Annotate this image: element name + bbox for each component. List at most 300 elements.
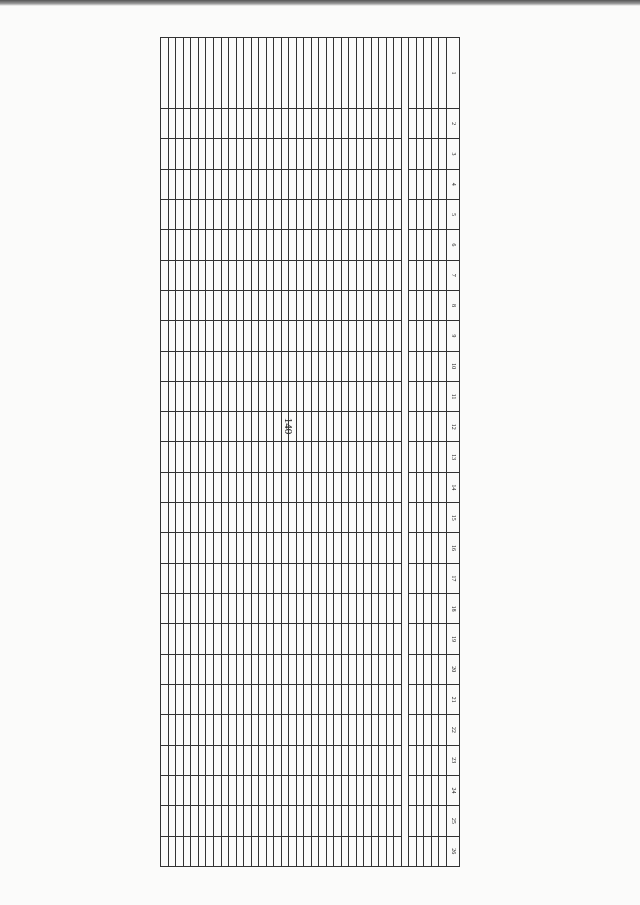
table-cell: [319, 836, 327, 867]
table-cell: [221, 199, 229, 229]
table-cell: [229, 381, 237, 411]
table-cell: [296, 381, 304, 411]
table-cell: [319, 715, 327, 745]
table-cell: [221, 230, 229, 260]
table-cell: [386, 139, 394, 169]
table-cell: [198, 351, 206, 381]
table-cell: [296, 836, 304, 867]
table-cell: [191, 654, 199, 684]
table-cell: [364, 503, 372, 533]
row-label: [236, 38, 244, 109]
row-label: [416, 38, 424, 109]
table-cell: [183, 684, 191, 714]
table-cell: [431, 442, 439, 472]
table-cell: [244, 624, 252, 654]
table-cell: [274, 169, 282, 199]
table-cell: [236, 442, 244, 472]
table-cell: [416, 351, 424, 381]
table-cell: [214, 503, 222, 533]
table-cell: [183, 230, 191, 260]
table-cell: [183, 533, 191, 563]
table-cell: [431, 684, 439, 714]
table-cell: [439, 624, 447, 654]
table-cell: [439, 775, 447, 805]
table-cell: [244, 169, 252, 199]
table-cell: [281, 321, 289, 351]
table-cell: [183, 199, 191, 229]
table-cell: [416, 381, 424, 411]
table-cell: [221, 503, 229, 533]
table-cell: [409, 169, 417, 199]
table-cell: [229, 442, 237, 472]
column-number-header: 2: [447, 109, 460, 139]
table-cell: [416, 503, 424, 533]
table-cell: [266, 715, 274, 745]
table-cell: [334, 321, 342, 351]
table-cell: [229, 745, 237, 775]
table-cell: [281, 381, 289, 411]
table-cell: [424, 836, 432, 867]
table-cell: [304, 321, 312, 351]
table-cell: [349, 139, 357, 169]
table-cell: [394, 806, 402, 836]
table-cell: [198, 654, 206, 684]
table-cell: [326, 412, 334, 442]
table-cell: [296, 442, 304, 472]
table-cell: [379, 503, 387, 533]
column-number-header: 18: [447, 594, 460, 624]
table-cell: [236, 321, 244, 351]
table-cell: [319, 260, 327, 290]
table-cell: [439, 715, 447, 745]
table-cell: [206, 351, 214, 381]
table-cell: [214, 654, 222, 684]
row-label: [379, 38, 387, 109]
row-label: [206, 38, 214, 109]
table-cell: [206, 381, 214, 411]
table-cell: [161, 806, 169, 836]
table-cell: [183, 503, 191, 533]
table-cell: [289, 563, 297, 593]
table-cell: [198, 563, 206, 593]
table-cell: [296, 351, 304, 381]
table-row: [356, 38, 364, 867]
table-cell: [161, 260, 169, 290]
table-cell: [281, 715, 289, 745]
table-cell: [326, 321, 334, 351]
table-cell: [379, 472, 387, 502]
table-cell: [251, 109, 259, 139]
table-cell: [214, 745, 222, 775]
table-cell: [409, 533, 417, 563]
table-cell: [424, 109, 432, 139]
table-cell: [251, 169, 259, 199]
table-cell: [341, 715, 349, 745]
table-cell: [221, 594, 229, 624]
table-cell: [183, 775, 191, 805]
table-cell: [409, 412, 417, 442]
table-cell: [334, 775, 342, 805]
table-cell: [244, 836, 252, 867]
table-cell: [176, 199, 184, 229]
table-cell: [326, 745, 334, 775]
table-cell: [274, 260, 282, 290]
table-cell: [424, 230, 432, 260]
table-cell: [214, 290, 222, 320]
table-cell: [236, 715, 244, 745]
table-cell: [274, 503, 282, 533]
table-cell: [439, 654, 447, 684]
table-cell: [206, 109, 214, 139]
table-cell: [371, 624, 379, 654]
table-cell: [176, 624, 184, 654]
table-row: [176, 38, 184, 867]
table-cell: [198, 806, 206, 836]
table-cell: [176, 381, 184, 411]
table-cell: [341, 230, 349, 260]
table-cell: [191, 412, 199, 442]
table-cell: [304, 412, 312, 442]
table-cell: [266, 503, 274, 533]
table-cell: [251, 412, 259, 442]
table-cell: [304, 139, 312, 169]
table-cell: [334, 290, 342, 320]
table-cell: [176, 412, 184, 442]
table-cell: [394, 654, 402, 684]
table-cell: [386, 654, 394, 684]
table-cell: [341, 745, 349, 775]
table-cell: [326, 199, 334, 229]
table-cell: [364, 321, 372, 351]
table-cell: [229, 109, 237, 139]
table-cell: [259, 381, 267, 411]
table-cell: [311, 230, 319, 260]
table-cell: [168, 139, 176, 169]
table-cell: [356, 442, 364, 472]
table-cell: [221, 563, 229, 593]
table-cell: [236, 745, 244, 775]
table-cell: [161, 139, 169, 169]
table-row: [266, 38, 274, 867]
table-cell: [334, 654, 342, 684]
row-label: [409, 38, 417, 109]
table-cell: [214, 472, 222, 502]
table-cell: [431, 624, 439, 654]
table-cell: [409, 624, 417, 654]
table-cell: [319, 109, 327, 139]
table-cell: [334, 109, 342, 139]
table-cell: [379, 684, 387, 714]
table-cell: [349, 290, 357, 320]
table-cell: [431, 503, 439, 533]
row-label: [183, 38, 191, 109]
table-cell: [251, 290, 259, 320]
table-cell: [349, 715, 357, 745]
table-cell: [364, 139, 372, 169]
table-cell: [334, 563, 342, 593]
table-cell: [229, 351, 237, 381]
table-cell: [296, 654, 304, 684]
column-number-header: 10: [447, 351, 460, 381]
table-cell: [431, 109, 439, 139]
table-cell: [319, 351, 327, 381]
table-cell: [281, 442, 289, 472]
table-cell: [424, 199, 432, 229]
table-cell: [311, 533, 319, 563]
table-cell: [439, 684, 447, 714]
table-cell: [221, 684, 229, 714]
table-cell: [431, 594, 439, 624]
table-cell: [394, 563, 402, 593]
table-cell: [304, 563, 312, 593]
table-cell: [386, 624, 394, 654]
table-cell: [274, 412, 282, 442]
table-cell: [394, 775, 402, 805]
table-cell: [198, 442, 206, 472]
table-cell: [221, 745, 229, 775]
table-cell: [319, 624, 327, 654]
table-cell: [349, 503, 357, 533]
table-cell: [281, 806, 289, 836]
table-cell: [356, 412, 364, 442]
row-label: [356, 38, 364, 109]
rotated-table-sheet: [160, 37, 460, 867]
table-cell: [214, 715, 222, 745]
table-cell: [416, 806, 424, 836]
table-cell: [251, 472, 259, 502]
table-cell: [289, 442, 297, 472]
table-cell: [198, 290, 206, 320]
table-cell: [356, 594, 364, 624]
row-label: [221, 38, 229, 109]
table-cell: [244, 321, 252, 351]
table-cell: [176, 836, 184, 867]
table-cell: [289, 290, 297, 320]
table-cell: [214, 442, 222, 472]
column-number-header: 1: [447, 38, 460, 109]
table-cell: [326, 684, 334, 714]
table-cell: [296, 503, 304, 533]
table-cell: [304, 533, 312, 563]
table-cell: [191, 806, 199, 836]
table-cell: [236, 412, 244, 442]
table-cell: [191, 109, 199, 139]
table-cell: [371, 290, 379, 320]
table-cell: [394, 472, 402, 502]
table-cell: [289, 503, 297, 533]
table-cell: [304, 442, 312, 472]
table-cell: [251, 533, 259, 563]
table-cell: [206, 836, 214, 867]
row-label: [334, 38, 342, 109]
table-cell: [356, 624, 364, 654]
table-cell: [371, 775, 379, 805]
table-cell: [251, 775, 259, 805]
table-cell: [206, 503, 214, 533]
table-cell: [409, 230, 417, 260]
table-cell: [161, 745, 169, 775]
table-row: [161, 38, 169, 867]
table-cell: [409, 109, 417, 139]
column-number-row: [447, 38, 460, 867]
table-cell: [168, 290, 176, 320]
table-cell: [409, 321, 417, 351]
table-cell: [198, 260, 206, 290]
table-cell: [251, 836, 259, 867]
table-cell: [236, 806, 244, 836]
table-cell: [386, 745, 394, 775]
table-cell: [274, 775, 282, 805]
table-cell: [259, 563, 267, 593]
section-label: [401, 38, 409, 867]
table-cell: [206, 563, 214, 593]
table-cell: [439, 594, 447, 624]
table-cell: [416, 139, 424, 169]
table-cell: [431, 381, 439, 411]
table-cell: [266, 806, 274, 836]
table-cell: [386, 806, 394, 836]
table-cell: [236, 563, 244, 593]
table-cell: [281, 503, 289, 533]
table-cell: [251, 563, 259, 593]
table-cell: [281, 472, 289, 502]
table-cell: [371, 139, 379, 169]
row-label: [296, 38, 304, 109]
table-cell: [371, 563, 379, 593]
table-cell: [161, 715, 169, 745]
table-cell: [221, 321, 229, 351]
table-cell: [183, 594, 191, 624]
table-cell: [244, 412, 252, 442]
table-cell: [236, 230, 244, 260]
table-cell: [409, 594, 417, 624]
scan-edge-shadow: [0, 0, 640, 6]
table-cell: [214, 351, 222, 381]
table-cell: [251, 351, 259, 381]
table-cell: [424, 351, 432, 381]
table-cell: [319, 290, 327, 320]
table-row: [364, 38, 372, 867]
table-cell: [259, 745, 267, 775]
table-cell: [191, 169, 199, 199]
table-cell: [379, 412, 387, 442]
table-cell: [311, 199, 319, 229]
table-cell: [424, 775, 432, 805]
table-cell: [394, 139, 402, 169]
table-cell: [168, 199, 176, 229]
table-cell: [371, 836, 379, 867]
table-cell: [439, 321, 447, 351]
table-cell: [259, 503, 267, 533]
table-cell: [281, 139, 289, 169]
table-cell: [349, 472, 357, 502]
table-cell: [236, 139, 244, 169]
table-cell: [394, 230, 402, 260]
table-cell: [289, 472, 297, 502]
table-cell: [334, 442, 342, 472]
table-cell: [304, 260, 312, 290]
table-cell: [161, 290, 169, 320]
table-cell: [183, 715, 191, 745]
table-cell: [371, 715, 379, 745]
table-cell: [394, 290, 402, 320]
table-cell: [191, 381, 199, 411]
table-cell: [349, 412, 357, 442]
table-cell: [371, 442, 379, 472]
table-cell: [416, 563, 424, 593]
column-number-header: 16: [447, 533, 460, 563]
table-cell: [311, 381, 319, 411]
table-cell: [326, 654, 334, 684]
table-cell: [183, 381, 191, 411]
table-cell: [214, 321, 222, 351]
table-cell: [229, 563, 237, 593]
column-number-header: 25: [447, 806, 460, 836]
table-cell: [371, 472, 379, 502]
table-body: [161, 38, 447, 867]
table-cell: [386, 260, 394, 290]
table-cell: [274, 442, 282, 472]
table-cell: [424, 442, 432, 472]
table-cell: [266, 199, 274, 229]
table-cell: [341, 260, 349, 290]
table-cell: [386, 442, 394, 472]
table-cell: [386, 472, 394, 502]
table-cell: [341, 563, 349, 593]
table-cell: [424, 624, 432, 654]
table-cell: [319, 594, 327, 624]
table-cell: [424, 533, 432, 563]
table-row: [386, 38, 394, 867]
table-cell: [206, 472, 214, 502]
table-cell: [221, 775, 229, 805]
table-cell: [296, 321, 304, 351]
table-cell: [229, 230, 237, 260]
table-cell: [311, 139, 319, 169]
table-cell: [431, 715, 439, 745]
table-cell: [341, 139, 349, 169]
table-cell: [289, 169, 297, 199]
table-cell: [341, 503, 349, 533]
table-cell: [386, 836, 394, 867]
table-cell: [296, 775, 304, 805]
column-number-header: 3: [447, 139, 460, 169]
table-cell: [424, 321, 432, 351]
row-label: [311, 38, 319, 109]
table-cell: [364, 806, 372, 836]
table-cell: [266, 775, 274, 805]
table-cell: [251, 230, 259, 260]
table-cell: [221, 139, 229, 169]
table-cell: [439, 745, 447, 775]
table-cell: [251, 381, 259, 411]
table-cell: [311, 321, 319, 351]
table-cell: [431, 412, 439, 442]
table-cell: [198, 109, 206, 139]
column-number-header: 13: [447, 442, 460, 472]
table-cell: [221, 381, 229, 411]
table-cell: [183, 169, 191, 199]
table-cell: [424, 260, 432, 290]
table-cell: [191, 594, 199, 624]
table-cell: [334, 715, 342, 745]
row-label: [394, 38, 402, 109]
row-label: [176, 38, 184, 109]
table-cell: [198, 199, 206, 229]
table-cell: [229, 199, 237, 229]
table-cell: [296, 169, 304, 199]
table-cell: [311, 624, 319, 654]
